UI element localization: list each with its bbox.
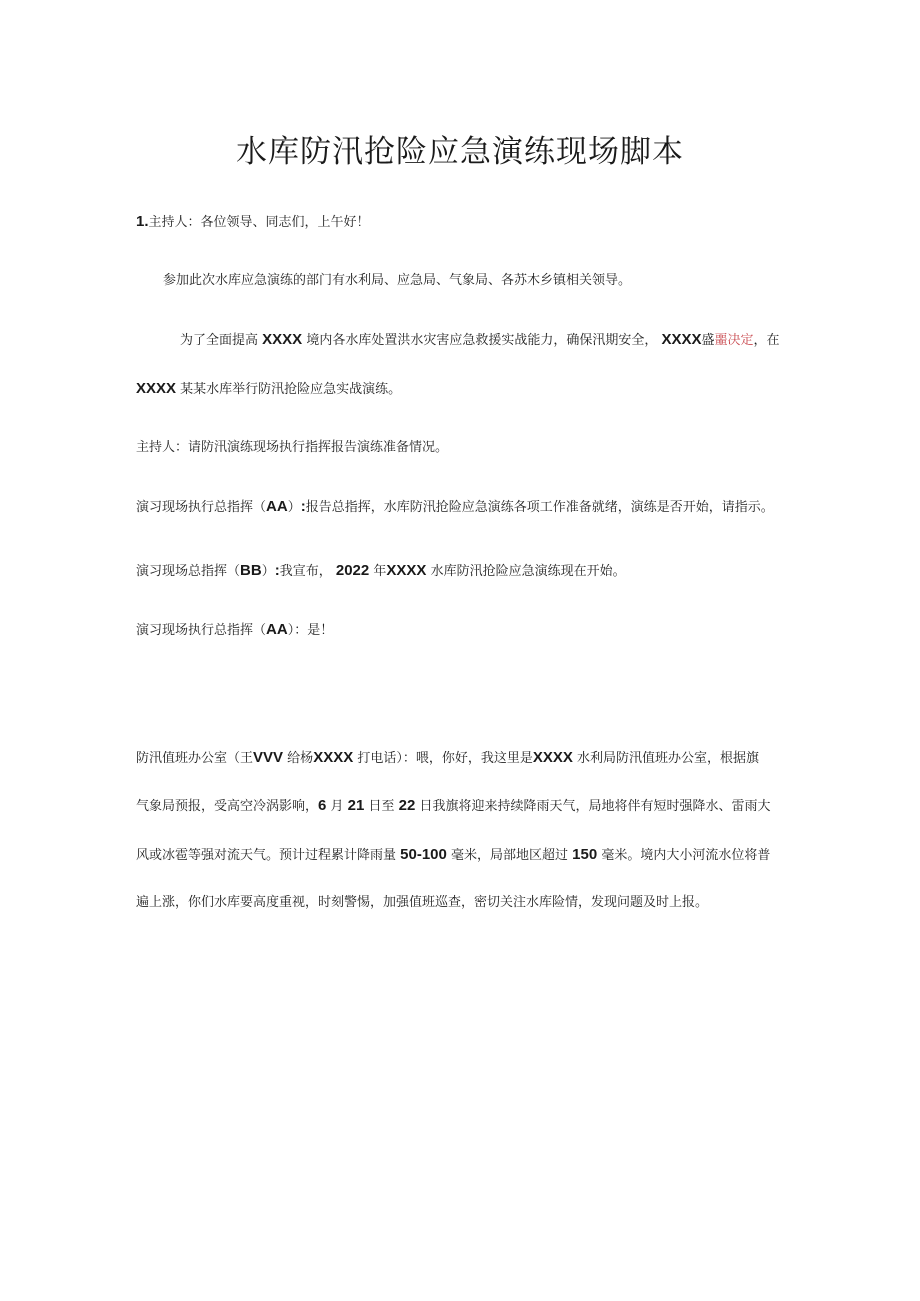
- speaker-label: 演习现场执行总指挥（: [136, 500, 267, 515]
- purpose-text: 境内各水库处置洪水灾害应急救援实战能力，确保汛期安全，: [306, 333, 658, 348]
- purpose-text: ，在: [753, 333, 780, 348]
- call-text: 毫米，局部地区超过: [451, 848, 569, 863]
- placeholder-name: VVV: [253, 749, 284, 766]
- office-call-line-4: 遍上涨，你们水库要高度重视，时刻警惕，加强值班巡查，密切关注水库险情，发现问题及时上报。: [136, 895, 709, 910]
- speaker-name: BB: [240, 562, 262, 579]
- rainfall-range: 50-100: [400, 846, 447, 863]
- call-text: 水利局防汛值班办公室，根据旗: [577, 751, 760, 766]
- colon: :: [274, 562, 280, 579]
- speech-text: 年: [373, 564, 387, 579]
- marked-text: 噩决定: [714, 333, 754, 348]
- document-title: 水库防汛抢险应急演练现场脚本: [236, 134, 684, 170]
- speech-text: 水库防汛抢险应急演练现在开始。: [430, 564, 626, 579]
- host-request-line: 主持人：请防汛演练现场执行指挥报告演练准备情况。: [136, 440, 449, 455]
- placeholder-location: XXXX: [136, 380, 177, 397]
- month: 6: [318, 797, 327, 814]
- year: 2022: [335, 562, 370, 579]
- call-text: 日至: [368, 799, 395, 814]
- call-text: 给杨: [287, 751, 314, 766]
- call-text: 月: [330, 799, 344, 814]
- aa-reply-line: [136, 620, 333, 641]
- speech-text: 我宣布，: [279, 564, 332, 579]
- call-text: 气象局预报，受高空冷涡影响，: [136, 799, 319, 814]
- placeholder-name: XXXX: [313, 749, 354, 766]
- rainfall-max: 150: [572, 846, 598, 863]
- speech-text: 报告总指挥，水库防汛抢险应急演练各项工作准备就绪，演练是否开始，请指示。: [305, 500, 774, 515]
- office-call-line-3: [136, 845, 770, 866]
- speaker-label: 演习现场总指挥（: [136, 564, 241, 579]
- call-text: 防汛值班办公室（王: [136, 751, 254, 766]
- colon: :: [300, 498, 306, 515]
- placeholder-region: XXXX: [262, 331, 303, 348]
- speaker-name: AA: [266, 498, 288, 515]
- purpose-text: 某某水库举行防汛抢险应急实战演练。: [180, 382, 402, 397]
- bb-announce-line: [136, 561, 626, 582]
- office-call-line-2: [136, 796, 770, 817]
- speech-text: ）：是！: [287, 623, 334, 638]
- host-greeting-text: 主持人：各位领导、同志们，上午好！: [148, 215, 370, 230]
- purpose-line-1: [180, 330, 780, 351]
- placeholder-org: XXXX: [661, 331, 702, 348]
- call-text: 风或冰雹等强对流天气。预计过程累计降雨量: [136, 848, 397, 863]
- day: 22: [398, 797, 416, 814]
- speaker-label: 演习现场执行总指挥（: [136, 623, 267, 638]
- day: 21: [347, 797, 365, 814]
- purpose-text: 盛: [701, 333, 715, 348]
- call-text: 毫米。境内大小河流水位将普: [601, 848, 771, 863]
- placeholder-region: XXXX: [532, 749, 573, 766]
- speaker-name: AA: [266, 621, 288, 638]
- host-greeting-line: [136, 212, 370, 233]
- item-number: 1.: [136, 213, 149, 230]
- aa-report-line: [136, 497, 774, 518]
- speaker-label: ）: [261, 564, 275, 579]
- participants-line: 参加此次水库应急演练的部门有水利局、应急局、气象局、各苏木乡镇相关领导。: [163, 273, 632, 288]
- call-text: 日我旗将迎来持续降雨天气，局地将伴有短时强降水、雷雨大: [419, 799, 771, 814]
- speaker-label: ）: [287, 500, 301, 515]
- purpose-line-2: [136, 379, 401, 400]
- placeholder-region: XXXX: [386, 562, 427, 579]
- call-text: 打电话）：喂，你好，我这里是: [357, 751, 533, 766]
- office-call-line-1: [136, 748, 759, 769]
- purpose-text: 为了全面提高: [180, 333, 259, 348]
